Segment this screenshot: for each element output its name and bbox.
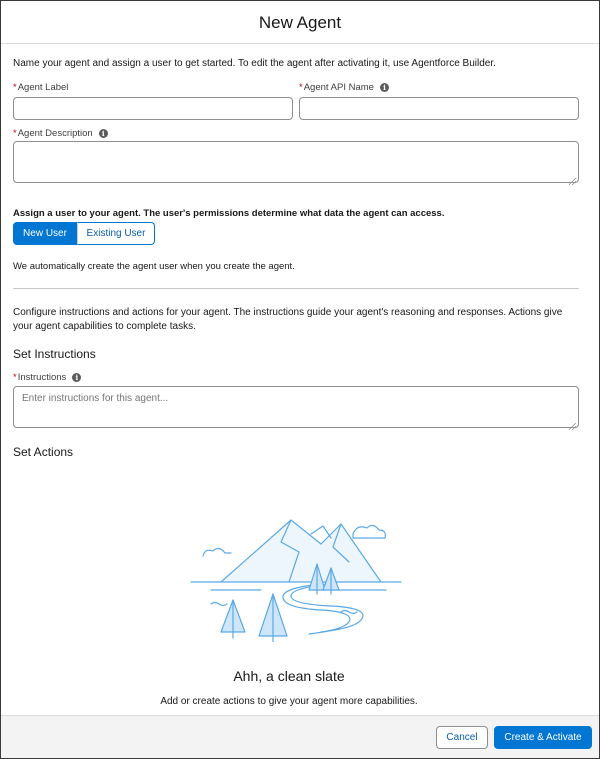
agent-description-wrap <box>13 141 579 188</box>
assign-user-text: Assign a user to your agent. The user's permissions determine what data the agent can access. <box>13 208 445 219</box>
empty-state-subtitle: Add or create actions to give your agent more capabilities. <box>160 696 418 707</box>
agent-description-text: Agent Description <box>17 128 93 139</box>
configure-text: Configure instructions and actions for your agent. The instructions guide your agent's reasoning and responses. Actions give your agent capabilities to complete tasks. <box>13 307 563 332</box>
intro-text: Name your agent and assign a user to get started. To edit the agent after activating it, use Agentforce Builder. <box>13 58 496 69</box>
agent-label-input[interactable] <box>13 97 293 120</box>
required-marker: * <box>13 82 17 93</box>
cancel-button[interactable]: Cancel <box>436 726 488 749</box>
modal-footer <box>1 715 599 758</box>
instructions-label <box>13 372 81 383</box>
resize-grip-icon[interactable] <box>569 423 576 430</box>
agent-label-label <box>13 82 68 93</box>
create-activate-button[interactable]: Create & Activate <box>494 726 592 749</box>
instructions-textarea[interactable] <box>13 386 579 428</box>
set-instructions-heading: Set Instructions <box>13 347 96 361</box>
existing-user-button[interactable]: Existing User <box>77 222 155 245</box>
new-user-button[interactable]: New User <box>13 222 77 245</box>
instructions-label-text: Instructions <box>17 372 67 383</box>
instructions-wrap <box>13 386 579 433</box>
user-type-toggle <box>13 222 155 245</box>
required-marker: * <box>13 128 17 139</box>
set-actions-heading: Set Actions <box>13 445 74 459</box>
resize-grip-icon[interactable] <box>569 178 576 185</box>
assign-help-text: We automatically create the agent user when you create the agent. <box>13 261 295 272</box>
agent-label-text: Agent Label <box>17 82 69 93</box>
info-icon[interactable]: i <box>380 83 389 92</box>
agent-api-name-text: Agent API Name <box>303 82 374 93</box>
agent-api-name-label <box>299 82 389 93</box>
info-icon[interactable]: i <box>72 373 81 382</box>
info-icon[interactable]: i <box>99 129 108 138</box>
modal-header <box>1 1 599 44</box>
required-marker: * <box>13 372 17 383</box>
empty-state-title: Ahh, a clean slate <box>233 668 345 684</box>
required-marker: * <box>299 82 303 93</box>
modal-title: New Agent <box>258 13 342 32</box>
agent-api-name-input[interactable] <box>299 97 579 120</box>
section-divider <box>13 288 579 289</box>
agent-description-textarea[interactable] <box>13 141 579 183</box>
mountains-trees-illustration <box>181 472 411 642</box>
agent-description-label <box>13 128 108 139</box>
